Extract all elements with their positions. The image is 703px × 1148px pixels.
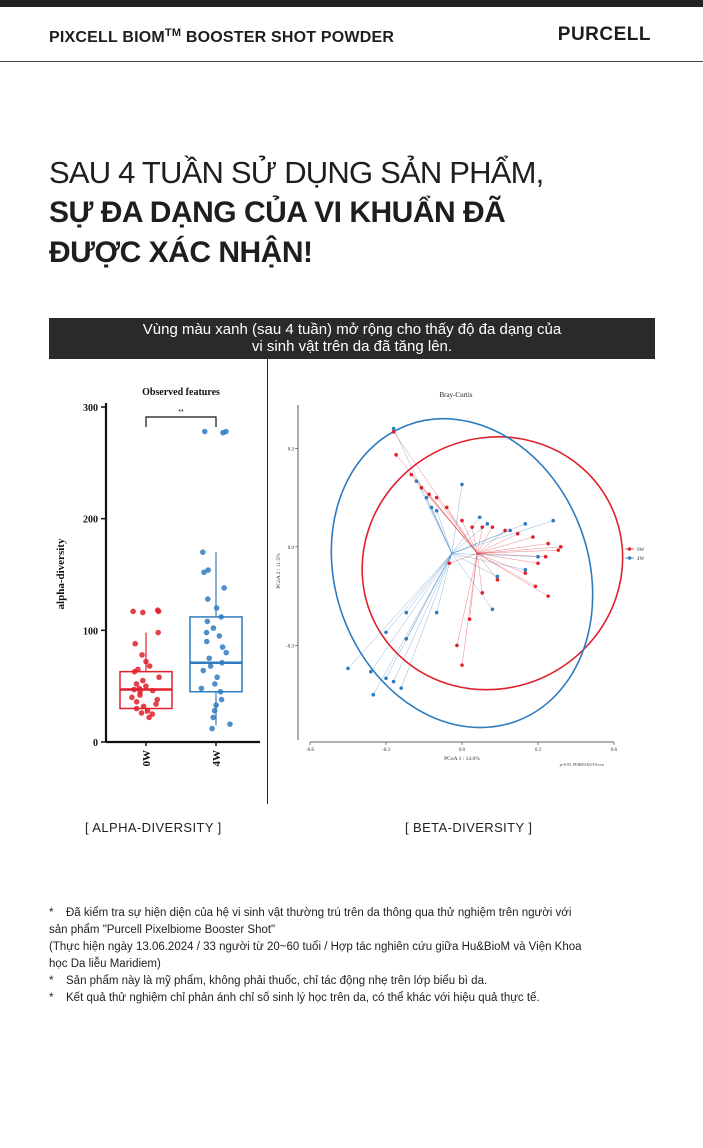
spider-line-4W [386,553,452,678]
alpha-y-axis-label: alpha-diversity [55,538,67,610]
data-point-4W [214,674,220,680]
data-point-0W [143,683,149,689]
data-point-0W [559,545,563,549]
footnote-star: * [49,907,54,919]
beta-chart-svg [268,359,656,804]
data-point-0W [146,715,152,721]
data-point-4W [392,680,396,684]
data-point-4W [384,676,388,680]
legend-marker-4W [628,556,632,560]
footnote-1-institute: học Da liễu Maridiem) [49,958,161,970]
data-point-4W [425,496,429,500]
data-point-0W [394,453,398,457]
data-point-4W [211,625,217,631]
beta-y-tick-label: 0.0 [287,545,294,551]
data-point-4W [346,667,350,671]
data-point-0W [556,548,560,552]
alpha-y-tick-label: 100 [83,626,98,638]
data-point-4W [223,650,229,656]
data-point-0W [531,535,535,539]
beta-x-tick-label: 0.6 [610,748,618,753]
data-point-4W [212,708,218,714]
trademark-mark: TM [164,27,182,39]
footnote-3-text: Kết quả thử nghiệm chỉ phản ánh chỉ số sinh lý học trên da, có thể khác với hiệu quả thực tế. [66,992,540,1004]
data-point-0W [544,555,548,559]
header-bar [0,7,703,62]
data-point-4W [202,429,208,435]
spider-line-0W [477,537,533,553]
data-point-0W [503,529,507,533]
footnote-3 [49,990,659,1007]
footnote-1 [49,905,659,922]
data-point-0W [546,594,550,598]
data-point-4W [496,575,500,579]
data-point-0W [468,617,472,621]
data-point-4W [218,614,224,620]
data-point-0W [496,578,500,582]
footnote-2-text: Sản phẩm này là mỹ phẩm, không phải thuốc, chỉ tác động nhẹ trên lớp biểu bì da. [66,975,488,987]
spider-line-4W [373,553,452,694]
alpha-title: Observed features [142,387,220,398]
data-point-4W [217,633,223,639]
footnote-1-product: sản phẩm "Purcell Pixelbiome Booster Shot" [49,924,276,936]
data-point-0W [132,641,138,647]
alpha-y-tick-label: 0 [93,738,98,749]
data-point-0W [139,710,145,716]
data-point-4W [435,509,439,513]
footnote-1-text: Đã kiểm tra sự hiện diện của hệ vi sinh vật thường trú trên da thông qua thử nghiệm trên người với [66,907,572,919]
spider-line-4W [401,553,452,688]
data-point-0W [524,571,528,575]
significance-bracket [146,417,216,427]
data-point-4W [220,430,226,436]
beta-y-tick-label: 0.3 [287,447,294,453]
legend-label-0W: 0W [637,548,645,553]
legend-marker-0W [628,547,632,551]
data-point-0W [153,701,159,707]
data-point-0W [134,699,140,705]
data-point-4W [204,639,210,645]
data-point-0W [546,542,550,546]
data-point-4W [399,686,403,690]
alpha-caption: [ ALPHA-DIVERSITY ] [85,820,222,835]
spider-line-4W [452,553,493,609]
data-point-4W [204,630,210,636]
data-point-4W [220,644,226,650]
data-point-0W [536,561,540,565]
beta-y-tick-label: -0.3 [286,644,294,650]
spider-line-0W [421,488,477,554]
data-point-4W [213,702,219,708]
beta-y-axis-label: PCoA 2 : 11.5% [276,553,282,589]
data-point-4W [214,605,220,611]
data-point-0W [141,703,147,709]
data-point-4W [200,668,206,674]
data-point-4W [210,715,216,721]
data-point-0W [137,692,143,698]
data-point-4W [415,479,419,483]
data-point-0W [392,430,396,434]
spider-line-4W [371,553,452,671]
data-point-0W [480,591,484,595]
data-point-0W [150,688,156,694]
alpha-x-tick-label: 4W [211,750,223,767]
data-point-0W [129,695,135,701]
spider-line-0W [477,527,482,553]
spider-line-4W [437,511,452,554]
data-point-4W [486,522,490,526]
data-point-4W [536,555,540,559]
footnote-1-study: (Thực hiện ngày 13.06.2024 / 33 người từ 20~60 tuổi / Hợp tác nghiên cứu giữa Hu&BioM và Viện Khoa [49,941,582,953]
alpha-x-tick-label: 0W [141,750,153,767]
significance-label: ** [178,409,184,416]
product-name: PIXCELL BIOM™ BOOSTER SHOT POWDER [49,27,395,46]
panel-title-line-2: vi sinh vật trên da đã tăng lên. [251,338,453,355]
footnote-star: * [49,975,54,987]
data-point-4W [508,529,512,533]
data-point-0W [139,652,145,658]
alpha-y-tick-label: 300 [83,403,98,414]
data-point-0W [460,663,464,667]
data-point-0W [470,525,474,529]
data-point-0W [448,561,452,565]
data-point-0W [145,708,151,714]
data-point-4W [372,693,376,697]
beta-x-tick-label: -0.6 [306,748,314,753]
data-point-0W [410,473,414,477]
data-point-0W [140,610,146,616]
data-point-0W [134,706,140,712]
data-point-4W [369,670,373,674]
ellipse-4W [289,382,635,765]
data-point-0W [480,525,484,529]
data-point-4W [404,637,408,641]
data-point-4W [227,721,233,727]
data-point-4W [384,630,388,634]
alpha-chart-svg [49,359,267,804]
data-point-4W [212,681,218,687]
footnote-2 [49,973,659,990]
beta-x-tick-label: 0.0 [458,748,466,753]
spider-line-4W [394,553,452,681]
data-point-4W [205,596,211,602]
data-point-4W [199,686,205,692]
data-point-0W [147,663,153,669]
spider-line-0W [457,553,477,645]
data-point-4W [478,515,482,519]
headline-line-1: SAU 4 TUẦN SỬ DỤNG SẢN PHẨM, [49,155,544,190]
beta-x-axis-label: PCoA 1 : 14.6% [444,756,480,762]
beta-diversity-chart [267,359,655,804]
ellipse-0W [317,391,656,735]
data-point-0W [130,609,136,615]
footnotes [49,905,659,1007]
beta-annotation: p=0.95, PERMANOVA test [559,762,604,767]
data-point-0W [420,486,424,490]
alpha-y-tick-label: 200 [83,514,98,526]
data-point-0W [132,669,138,675]
spider-line-0W [462,553,477,665]
data-point-4W [460,483,464,487]
data-point-4W [524,522,528,526]
data-point-0W [460,519,464,523]
data-point-4W [435,611,439,615]
data-point-0W [427,492,431,496]
data-point-0W [156,609,162,615]
data-point-0W [143,659,149,665]
spider-line-4W [386,553,452,632]
headline-line-3: ĐƯỢC XÁC NHẬN! [49,236,313,269]
beta-x-tick-label: 0.3 [534,748,542,753]
data-point-4W [524,568,528,572]
data-point-4W [206,655,212,661]
data-point-4W [200,549,206,555]
brand-logo: PURCELL [557,24,651,45]
panel-title-line-1: Vùng màu xanh (sau 4 tuần) mở rộng cho thấy độ đa dạng của [142,321,562,338]
spider-line-0W [394,432,478,554]
data-point-0W [155,630,161,636]
data-point-4W [218,689,224,695]
top-rule [0,0,703,7]
data-point-4W [205,619,211,625]
data-point-0W [445,506,449,510]
spider-line-0W [477,553,548,596]
data-point-4W [551,519,555,523]
data-point-4W [491,607,495,611]
spider-line-4W [394,429,452,554]
data-point-4W [219,697,225,703]
chart-panel-title [49,318,655,359]
spider-line-0W [437,498,478,554]
data-point-0W [131,687,137,693]
data-point-4W [392,427,396,431]
data-point-0W [534,584,538,588]
legend-label-4W: 4W [637,557,645,562]
beta-caption: [ BETA-DIVERSITY ] [405,820,533,835]
data-point-0W [455,644,459,648]
data-point-4W [221,585,227,591]
data-point-4W [404,611,408,615]
headline-line-2: SỰ ĐA DẠNG CỦA VI KHUẨN ĐÃ [49,196,506,229]
spider-line-0W [477,553,525,573]
alpha-diversity-chart [49,359,267,804]
footnote-star: * [49,992,54,1004]
beta-title: Bray-Curtis [439,391,473,399]
headline [49,153,669,273]
beta-x-tick-label: -0.3 [382,748,390,753]
data-point-0W [435,496,439,500]
data-point-0W [156,674,162,680]
spider-line-0W [477,547,561,554]
data-point-4W [209,726,215,732]
data-point-4W [219,660,225,666]
data-point-0W [140,678,146,684]
data-point-4W [430,506,434,510]
data-point-0W [516,532,520,536]
data-point-4W [201,569,207,575]
spider-line-4W [452,524,525,554]
data-point-0W [491,525,495,529]
data-point-4W [208,663,214,669]
